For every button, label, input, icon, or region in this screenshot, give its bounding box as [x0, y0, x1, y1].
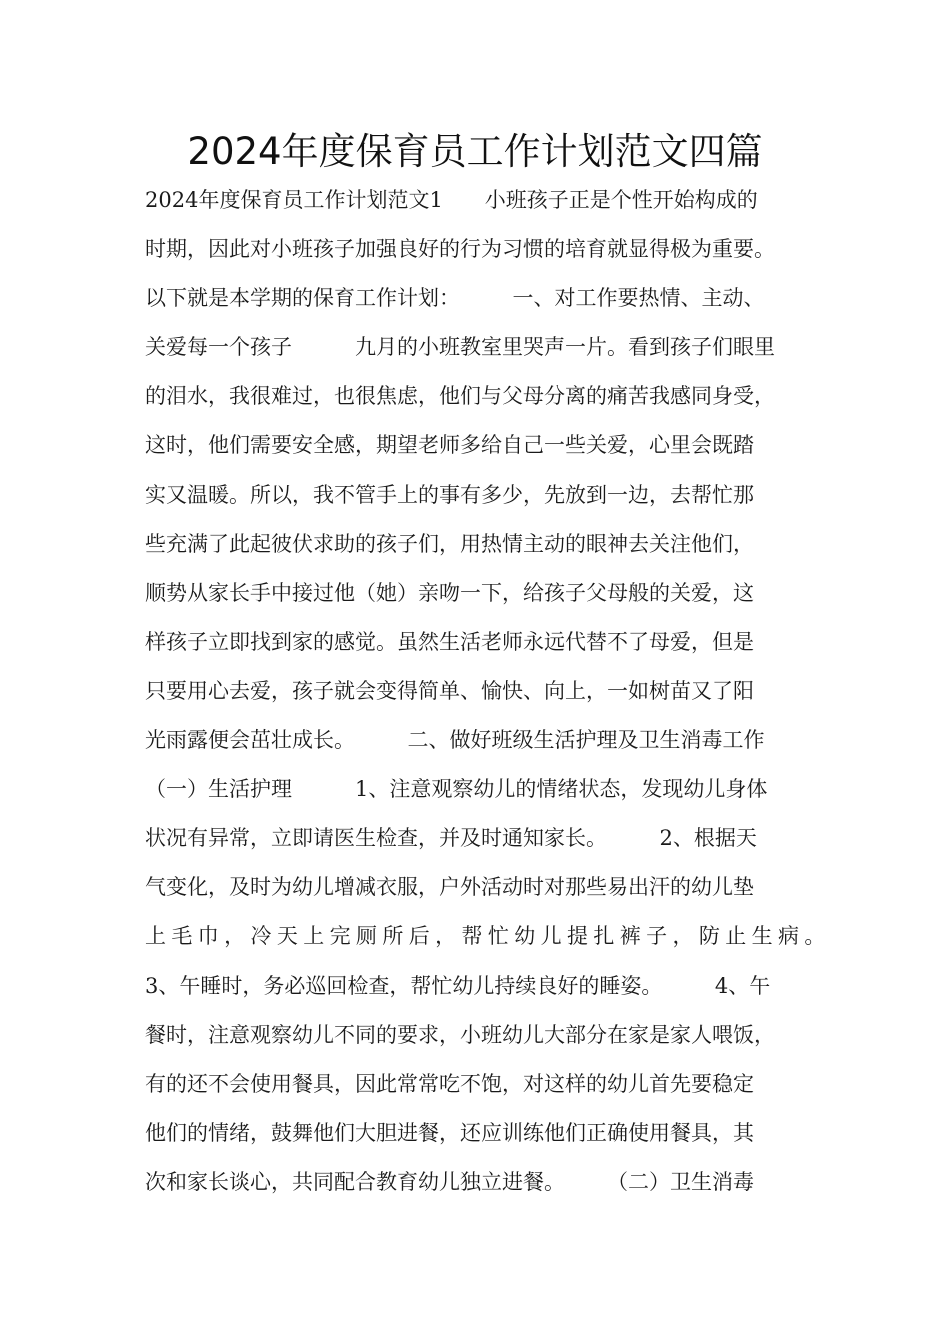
paragraph-line: 时期，因此对小班孩子加强良好的行为习惯的培育就显得极为重要。	[145, 237, 775, 262]
paragraph-line: （一）生活护理 1、注意观察幼儿的情绪状态，发现幼儿身体	[145, 777, 768, 802]
paragraph-line: 状况有异常，立即请医生检查，并及时通知家长。 2、根据天	[145, 826, 757, 851]
paragraph-line: 次和家长谈心，共同配合教育幼儿独立进餐。 （二）卫生消毒	[145, 1169, 754, 1194]
paragraph-line: 些充满了此起彼伏求助的孩子们，用热情主动的眼神去关注他们，	[145, 531, 754, 556]
paragraph-line: 上 毛 巾 ， 冷 天 上 完 厕 所 后 ， 帮 忙 幼 儿 提 扎 裤 子 ， 防 止 生 病 。	[145, 924, 825, 949]
document-title: 2024年度保育员工作计划范文四篇	[187, 130, 763, 173]
paragraph-line: 以下就是本学期的保育工作计划： 一、对工作要热情、主动、	[145, 286, 765, 311]
paragraph-line: 顺势从家长手中接过他（她）亲吻一下，给孩子父母般的关爱，这	[145, 580, 754, 605]
paragraph-line: 光雨露便会茁壮成长。 二、做好班级生活护理及卫生消毒工作	[145, 728, 765, 753]
paragraph-line: 有的还不会使用餐具，因此常常吃不饱，对这样的幼儿首先要稳定	[145, 1071, 754, 1096]
paragraph-line: 2024年度保育员工作计划范文1 小班孩子正是个性开始构成的	[145, 188, 758, 212]
paragraph-line: 这时，他们需要安全感，期望老师多给自己一些关爱，心里会既踏	[145, 433, 754, 458]
paragraph-line: 的泪水，我很难过，也很焦虑，他们与父母分离的痛苦我感同身受，	[145, 384, 775, 409]
paragraph-line: 他们的情绪，鼓舞他们大胆进餐，还应训练他们正确使用餐具，其	[145, 1120, 754, 1145]
paragraph-line: 只要用心去爱，孩子就会变得简单、愉快、向上，一如树苗又了阳	[145, 678, 754, 703]
paragraph-line: 3、午睡时，务必巡回检查，帮忙幼儿持续良好的睡姿。 4、午	[145, 973, 771, 998]
paragraph-line: 关爱每一个孩子 九月的小班教室里哭声一片。看到孩子们眼里	[145, 335, 775, 360]
document-body	[145, 176, 825, 1207]
paragraph-line: 气变化，及时为幼儿增减衣服，户外活动时对那些易出汗的幼儿垫	[145, 875, 754, 900]
paragraph-line: 样孩子立即找到家的感觉。虽然生活老师永远代替不了母爱，但是	[145, 629, 754, 654]
paragraph-line: 实又温暖。所以，我不管手上的事有多少，先放到一边，去帮忙那	[145, 482, 754, 507]
paragraph-line: 餐时，注意观察幼儿不同的要求，小班幼儿大部分在家是家人喂饭，	[145, 1022, 775, 1047]
